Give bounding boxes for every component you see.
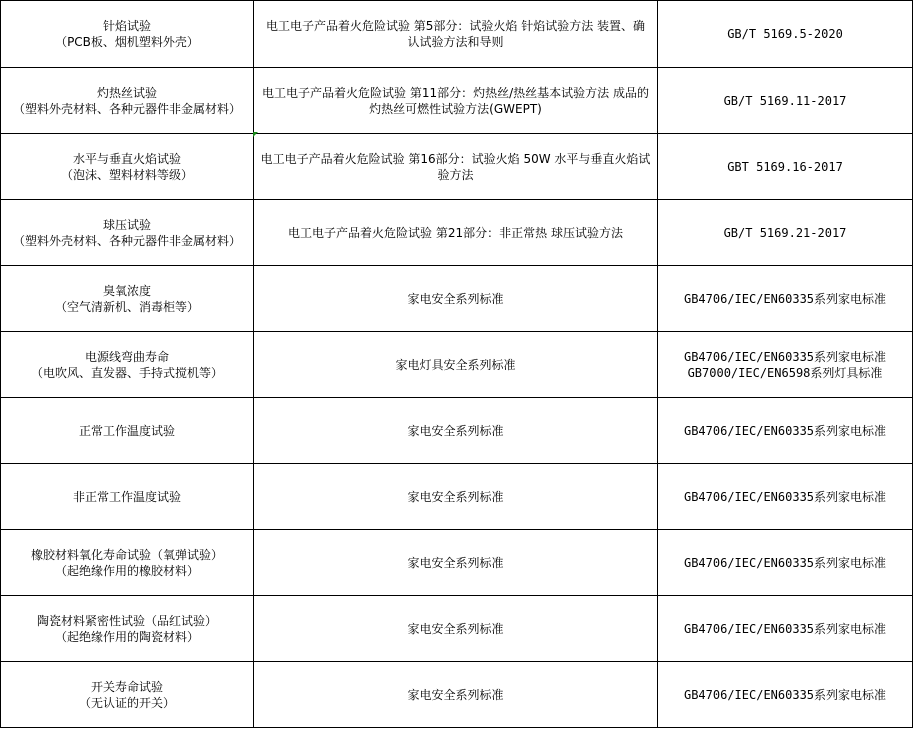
test-item-scope: （泡沫、塑料材料等级）: [60, 167, 193, 182]
table-row: [1, 596, 913, 662]
table-row: [1, 530, 913, 596]
test-item-name: 灼热丝试验: [96, 85, 157, 100]
test-item-name: 球压试验: [102, 217, 151, 232]
test-item-name: 开关寿命试验: [90, 679, 163, 694]
test-item-cell[interactable]: [1, 464, 254, 530]
standard-number-cell[interactable]: [658, 1, 913, 68]
standard-number-cell[interactable]: [658, 266, 913, 332]
test-item-cell[interactable]: [1, 266, 254, 332]
standard-number-text: GB/T 5169.21-2017: [723, 225, 847, 240]
test-method-text: 电工电子产品着火危险试验 第11部分：灼热丝/热丝基本试验方法 成品的灼热丝可燃性试验方法(GWEPT): [262, 85, 649, 116]
test-method-text: 家电安全系列标准: [407, 423, 504, 438]
standard-number-text: GB4706/IEC/EN60335系列家电标准: [683, 555, 887, 570]
test-item-name: 橡胶材料氧化寿命试验（氧弹试验）: [30, 547, 223, 562]
test-item-name: 臭氧浓度: [102, 283, 151, 298]
test-item-name: 非正常工作温度试验: [72, 489, 181, 504]
test-method-text: 家电安全系列标准: [407, 291, 504, 306]
test-item-name: 针焰试验: [102, 19, 151, 33]
standard-number-text: GBT 5169.16-2017: [727, 159, 843, 174]
test-method-cell[interactable]: [254, 530, 658, 596]
test-item-scope: （电吹风、直发器、手持式搅机等）: [30, 365, 223, 380]
test-method-text: 家电安全系列标准: [407, 555, 504, 570]
test-method-cell[interactable]: [254, 332, 658, 398]
test-method-cell[interactable]: [254, 1, 658, 68]
test-method-cell[interactable]: [254, 464, 658, 530]
standard-number-cell[interactable]: [658, 464, 913, 530]
test-method-text: 电工电子产品着火危险试验 第16部分：试验火焰 50W 水平与垂直火焰试验方法: [260, 151, 651, 182]
standard-number-text: GB/T 5169.11-2017: [723, 93, 847, 108]
standard-number-text: GB4706/IEC/EN60335系列家电标准: [683, 687, 887, 702]
test-item-name: 电源线弯曲寿命: [84, 349, 169, 364]
test-method-text: 家电安全系列标准: [407, 621, 504, 636]
test-method-text: 家电安全系列标准: [407, 687, 504, 702]
test-item-name: 陶瓷材料紧密性试验（品红试验）: [36, 613, 217, 628]
test-method-cell[interactable]: [254, 200, 658, 266]
standard-number-text: GB4706/IEC/EN60335系列家电标准: [683, 291, 887, 306]
test-item-cell[interactable]: [1, 1, 254, 68]
standard-number-text: GB4706/IEC/EN60335系列家电标准: [683, 349, 887, 364]
test-item-name: 正常工作温度试验: [78, 423, 175, 438]
standard-number-cell[interactable]: [658, 200, 913, 266]
test-item-cell[interactable]: [1, 398, 254, 464]
standard-number-text: GB7000/IEC/EN6598系列灯具标准: [687, 365, 883, 380]
standard-number-cell[interactable]: [658, 530, 913, 596]
test-item-cell[interactable]: [1, 662, 254, 728]
test-item-scope: （起绝缘作用的陶瓷材料）: [54, 629, 199, 644]
test-method-cell[interactable]: [254, 662, 658, 728]
test-method-text: 家电安全系列标准: [407, 489, 504, 504]
test-method-text: 电工电子产品着火危险试验 第21部分：非正常热 球压试验方法: [288, 225, 623, 240]
test-method-text: 电工电子产品着火危险试验 第5部分：试验火焰 针焰试验方法 装置、确认试验方法和导则: [265, 19, 646, 49]
test-method-cell[interactable]: [254, 266, 658, 332]
standard-number-text: GB4706/IEC/EN60335系列家电标准: [683, 489, 887, 504]
test-item-scope: （塑料外壳材料、各种元器件非金属材料）: [12, 233, 241, 248]
test-method-cell[interactable]: [254, 68, 658, 134]
table-row: [1, 332, 913, 398]
standard-number-text: GB/T 5169.5-2020: [727, 27, 843, 41]
standard-number-text: GB4706/IEC/EN60335系列家电标准: [683, 423, 887, 438]
table-row: [1, 398, 913, 464]
standard-number-text: GB4706/IEC/EN60335系列家电标准: [683, 621, 887, 636]
standard-number-cell[interactable]: [658, 398, 913, 464]
table-row: [1, 200, 913, 266]
table-row: [1, 68, 913, 134]
test-item-cell[interactable]: [1, 332, 254, 398]
test-item-cell[interactable]: [1, 134, 254, 200]
standard-number-cell[interactable]: [658, 332, 913, 398]
test-item-scope: （PCB板、烟机塑料外壳）: [55, 35, 199, 49]
test-item-scope: （无认证的开关）: [78, 695, 175, 710]
test-item-scope: （塑料外壳材料、各种元器件非金属材料）: [12, 101, 241, 116]
standard-number-cell[interactable]: [658, 134, 913, 200]
table-row: [1, 662, 913, 728]
test-method-cell[interactable]: [254, 398, 658, 464]
table-row: [1, 1, 913, 68]
standard-number-cell[interactable]: [658, 596, 913, 662]
test-method-text: 家电灯具安全系列标准: [395, 357, 516, 372]
test-item-scope: （空气清新机、消毒柜等）: [54, 299, 199, 314]
test-method-cell[interactable]: [254, 134, 658, 200]
table-row: [1, 464, 913, 530]
table-row: [1, 134, 913, 200]
standard-number-cell[interactable]: [658, 68, 913, 134]
test-item-cell[interactable]: [1, 68, 254, 134]
table-body: [1, 1, 913, 728]
test-method-cell[interactable]: [254, 596, 658, 662]
table-row: [1, 266, 913, 332]
test-item-scope: （起绝缘作用的橡胶材料）: [54, 563, 199, 578]
cell-comment-marker-icon: [253, 132, 258, 137]
test-item-cell[interactable]: [1, 530, 254, 596]
test-item-cell[interactable]: [1, 200, 254, 266]
test-item-name: 水平与垂直火焰试验: [72, 151, 181, 166]
test-item-cell[interactable]: [1, 596, 254, 662]
standard-number-cell[interactable]: [658, 662, 913, 728]
